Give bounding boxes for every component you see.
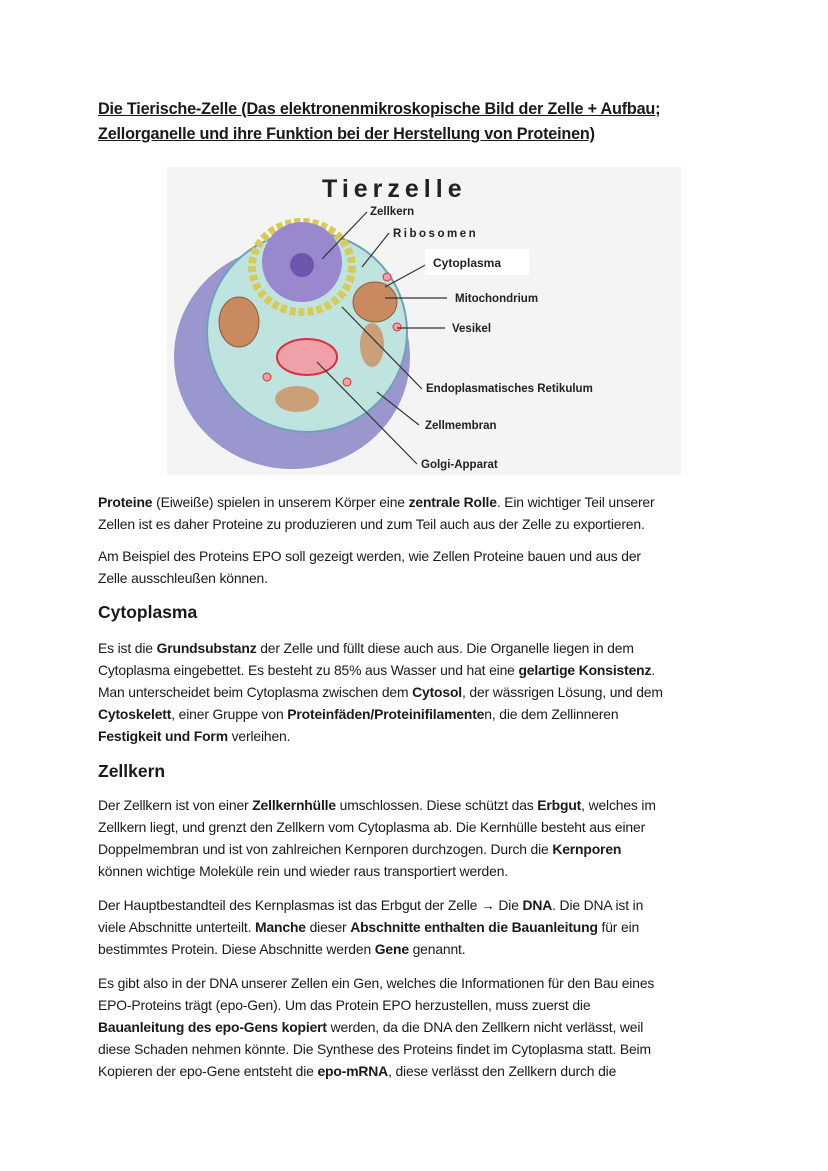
bold-text: Abschnitte enthalten die Bauanleitung — [350, 919, 598, 935]
paragraph-line — [98, 919, 639, 935]
bold-text: zentrale Rolle — [408, 494, 497, 510]
text-run: umschlossen. Diese schützt das — [335, 797, 538, 813]
label-endoplasmatisches-retikulum: Endoplasmatisches Retikulum — [426, 383, 593, 395]
bold-text: Bauanleitung des epo-Gens kopiert — [98, 1019, 327, 1035]
text-run: , welches im — [581, 797, 656, 813]
text-run: können wichtige Moleküle rein und wieder raus transportiert werden. — [98, 863, 508, 879]
paragraph-line — [98, 897, 643, 913]
bold-text: epo-mRNA — [317, 1063, 389, 1079]
nucleolus-shape — [290, 253, 314, 277]
bold-text: Proteine — [98, 494, 153, 510]
text-run: , diese verlässt den Zellkern durch die — [388, 1063, 617, 1079]
bold-text: Manche — [255, 919, 306, 935]
text-run: Kopieren der epo-Gene entsteht die — [98, 1063, 318, 1079]
text-run: verleihen. — [227, 728, 291, 744]
text-run: . Die DNA ist in — [552, 897, 644, 913]
paragraph-line — [98, 1063, 616, 1079]
paragraph-line — [98, 684, 663, 700]
paragraph-line — [98, 941, 465, 957]
paragraph-line — [98, 494, 654, 510]
paragraph-line — [98, 662, 655, 678]
bold-text: Erbgut — [537, 797, 582, 813]
bold-text: Kernporen — [552, 841, 622, 857]
document-title-line-1: Die Tierische-Zelle (Das elektronenmikroskopische Bild der Zelle + Aufbau; — [98, 100, 661, 118]
text-run: Der Hauptbestandteil des Kernplasmas ist das Erbgut der Zelle → Die — [98, 897, 523, 913]
text-run: EPO-Proteins trägt (epo-Gen). Um das Protein EPO herzustellen, muss zuerst die — [98, 997, 591, 1013]
paragraph-line — [98, 1019, 643, 1035]
label-vesikel: Vesikel — [452, 323, 492, 335]
text-run: n, die dem Zellinneren — [484, 706, 619, 722]
diagram-title: Tierzelle — [322, 175, 467, 203]
paragraph-line — [98, 570, 268, 586]
text-run: Cytoplasma eingebettet. Es besteht zu 85% aus Wasser und hat eine — [98, 662, 519, 678]
section-heading: Zellkern — [98, 761, 166, 781]
text-run: Man unterscheidet beim Cytoplasma zwischen dem — [98, 684, 413, 700]
text-run: Zellkern liegt, und grenzt den Zellkern vom Cytoplasma ab. Die Kernhülle besteht aus einer — [98, 819, 646, 835]
bold-text: DNA — [522, 897, 553, 913]
text-run: . Ein wichtiger Teil unserer — [496, 494, 655, 510]
paragraph-line — [98, 863, 508, 879]
text-run: Zelle ausschleußen können. — [98, 570, 268, 586]
text-run: dieser — [305, 919, 351, 935]
label-cytoplasma: Cytoplasma — [433, 256, 502, 270]
section-heading: Cytoplasma — [98, 602, 198, 622]
text-run: für ein — [597, 919, 640, 935]
text-run: Es ist die — [98, 640, 157, 656]
paragraph-line — [98, 548, 641, 564]
text-run: Am Beispiel des Proteins EPO soll gezeigt werden, wie Zellen Proteine bauen und aus der — [98, 548, 641, 564]
golgi-shape — [277, 339, 337, 375]
text-run: der Zelle und füllt diese auch aus. Die Organelle liegen in dem — [256, 640, 634, 656]
paragraph-line — [98, 841, 621, 857]
mitochondrion-shape-2 — [219, 297, 259, 347]
text-run: bestimmtes Protein. Diese Abschnitte werden — [98, 941, 375, 957]
text-run: viele Abschnitte unterteilt. — [98, 919, 256, 935]
bold-text: Proteinfäden/Proteinifilamente — [287, 706, 485, 722]
label-zellmembran: Zellmembran — [425, 420, 497, 432]
animal-cell-diagram — [167, 167, 681, 475]
bold-text: Zellkernhülle — [252, 797, 336, 813]
text-run: . — [651, 662, 656, 678]
text-run: Doppelmembran und ist von zahlreichen Kernporen durchzogen. Durch die — [98, 841, 553, 857]
mitochondrion-shape — [353, 282, 397, 322]
bold-text: Gene — [374, 941, 409, 957]
text-run: genannt. — [408, 941, 466, 957]
paragraph-line — [98, 728, 290, 744]
paragraph-line — [98, 1041, 651, 1057]
paragraph-line — [98, 640, 634, 656]
bold-text: Festigkeit und Form — [98, 728, 228, 744]
text-run: Zellen ist es daher Proteine zu produzieren und zum Teil auch aus der Zelle zu exportieren. — [98, 516, 645, 532]
text-run: diese Schaden nehmen könnte. Die Synthese des Proteins findet im Cytoplasma statt. Beim — [98, 1041, 651, 1057]
paragraph-line — [98, 516, 645, 532]
bold-text: Cytoskelett — [98, 706, 172, 722]
label-ribosomen: Ribosomen — [393, 228, 479, 240]
text-run: Es gibt also in der DNA unserer Zellen ein Gen, welches die Informationen für den Bau eines — [98, 975, 655, 991]
paragraph-line — [98, 819, 645, 835]
bold-text: gelartige Konsistenz — [518, 662, 652, 678]
label-mitochondrium: Mitochondrium — [455, 293, 539, 305]
text-run: , einer Gruppe von — [171, 706, 288, 722]
paragraph-line — [98, 706, 618, 722]
text-run: , der wässrigen Lösung, und dem — [462, 684, 663, 700]
paragraph-line — [98, 997, 590, 1013]
bold-text: Grundsubstanz — [156, 640, 257, 656]
text-run: Der Zellkern ist von einer — [98, 797, 253, 813]
paragraph-line — [98, 797, 656, 813]
text-run: werden, da die DNA den Zellkern nicht verlässt, weil — [326, 1019, 644, 1035]
text-run: (Eiweiße) spielen in unserem Körper eine — [152, 494, 409, 510]
label-zellkern: Zellkern — [370, 206, 415, 218]
paragraph-line — [98, 975, 654, 991]
document-title-line-2: Zellorganelle und ihre Funktion bei der Herstellung von Proteinen) — [98, 125, 595, 143]
bold-text: Cytosol — [412, 684, 463, 700]
label-golgi-apparat: Golgi-Apparat — [421, 459, 498, 471]
vesicle-large-shape — [275, 386, 319, 412]
